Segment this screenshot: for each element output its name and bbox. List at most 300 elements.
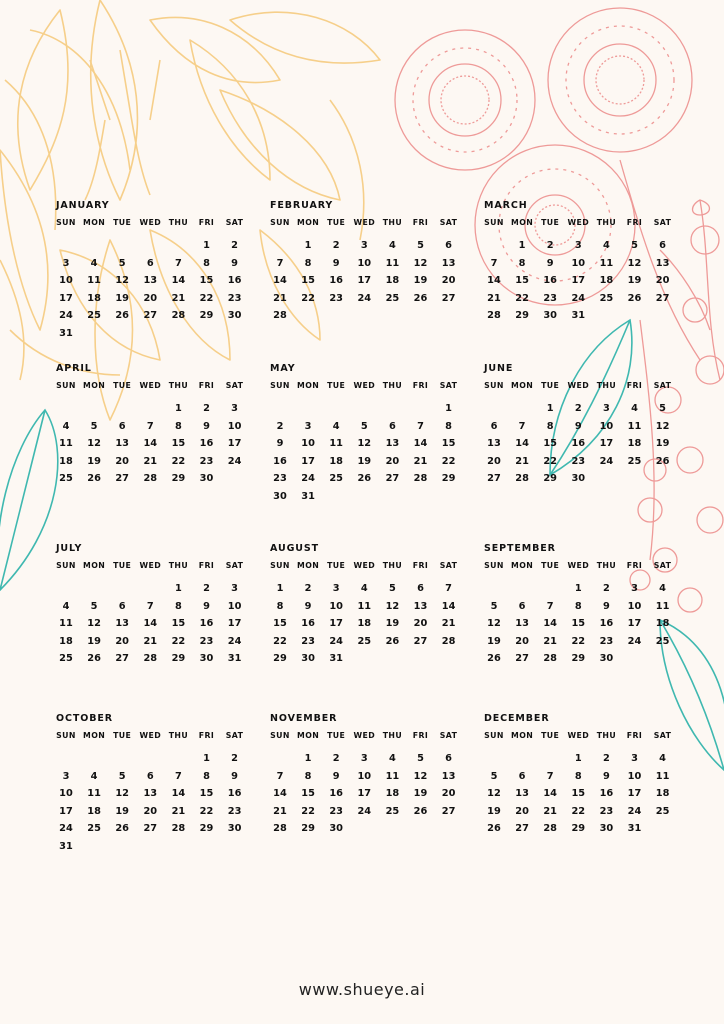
day-cell: 18 bbox=[599, 275, 614, 286]
day-cell: 6 bbox=[445, 240, 452, 251]
day-cell: 20 bbox=[115, 455, 129, 467]
day-cell: 13 bbox=[143, 275, 158, 286]
weekday-label: SUN bbox=[56, 381, 76, 390]
weekday-label: FRI bbox=[626, 218, 643, 227]
month-title: DECEMBER bbox=[484, 713, 550, 724]
day-cell: 12 bbox=[87, 438, 101, 449]
day-cell: 1 bbox=[174, 403, 182, 414]
day-cell: 10 bbox=[627, 600, 642, 612]
weekday-label: WED bbox=[567, 218, 590, 227]
day-cell: 12 bbox=[385, 600, 400, 612]
day-cell: 14 bbox=[273, 275, 287, 286]
day-cell: 14 bbox=[543, 618, 557, 629]
month-title: JANUARY bbox=[56, 200, 110, 211]
day-cell: 22 bbox=[199, 805, 214, 817]
weekday-label: MON bbox=[297, 218, 320, 227]
day-cell: 3 bbox=[631, 753, 638, 764]
weekday-label: THU bbox=[168, 731, 189, 740]
weekday-label: MON bbox=[511, 218, 534, 227]
day-cell: 15 bbox=[571, 618, 586, 629]
day-cell: 26 bbox=[655, 455, 670, 467]
day-cell: 31 bbox=[627, 823, 642, 834]
weekday-label: FRI bbox=[412, 561, 429, 570]
day-cell: 3 bbox=[304, 420, 312, 432]
day-cell: 5 bbox=[490, 770, 498, 782]
day-cell: 25 bbox=[87, 823, 101, 834]
day-cell: 17 bbox=[329, 618, 343, 629]
day-cell: 4 bbox=[62, 600, 70, 612]
day-cell: 10 bbox=[301, 438, 315, 449]
day-cell: 5 bbox=[659, 403, 666, 414]
day-cell: 8 bbox=[445, 420, 452, 432]
day-cell: 5 bbox=[490, 600, 498, 612]
day-cell: 25 bbox=[627, 455, 642, 467]
day-cell: 1 bbox=[518, 240, 526, 251]
day-cell: 27 bbox=[441, 805, 456, 817]
day-cell: 4 bbox=[659, 583, 666, 594]
day-cell: 27 bbox=[143, 823, 158, 834]
day-cell: 27 bbox=[385, 473, 400, 484]
day-cell: 14 bbox=[273, 788, 287, 799]
day-cell: 8 bbox=[574, 600, 582, 612]
day-cell: 13 bbox=[441, 257, 456, 269]
day-cell: 4 bbox=[90, 257, 98, 269]
weekday-label: WED bbox=[353, 381, 376, 390]
day-cell: 5 bbox=[417, 753, 424, 764]
weekday-label: MON bbox=[297, 381, 320, 390]
day-cell: 16 bbox=[227, 788, 242, 799]
day-cell: 25 bbox=[599, 292, 614, 304]
day-cell: 12 bbox=[115, 275, 129, 286]
day-cell: 9 bbox=[276, 438, 284, 449]
day-cell: 2 bbox=[203, 583, 210, 594]
day-cell: 15 bbox=[441, 438, 456, 449]
day-cell: 15 bbox=[171, 438, 186, 449]
weekday-label: WED bbox=[139, 731, 162, 740]
day-cell: 11 bbox=[627, 420, 642, 432]
day-cell: 1 bbox=[445, 403, 452, 414]
day-cell: 26 bbox=[413, 805, 428, 817]
day-cell: 27 bbox=[413, 635, 428, 647]
day-cell: 19 bbox=[627, 275, 642, 286]
day-cell: 22 bbox=[441, 455, 456, 467]
day-cell: 16 bbox=[199, 438, 214, 449]
day-cell: 17 bbox=[627, 618, 642, 629]
day-cell: 5 bbox=[631, 240, 638, 251]
day-cell: 18 bbox=[87, 805, 101, 817]
weekday-label: THU bbox=[382, 731, 403, 740]
day-cell: 28 bbox=[487, 310, 501, 321]
day-cell: 7 bbox=[518, 420, 526, 432]
month-title: SEPTEMBER bbox=[484, 543, 556, 554]
day-cell: 19 bbox=[87, 635, 101, 647]
day-cell: 15 bbox=[301, 788, 315, 799]
day-cell: 15 bbox=[273, 618, 287, 629]
day-cell: 30 bbox=[227, 823, 242, 834]
day-cell: 11 bbox=[385, 257, 400, 269]
day-cell: 28 bbox=[143, 653, 158, 664]
day-cell: 12 bbox=[413, 257, 428, 269]
day-cell: 16 bbox=[329, 788, 343, 799]
day-cell: 29 bbox=[301, 823, 315, 834]
day-cell: 4 bbox=[332, 420, 340, 432]
weekday-label: TUE bbox=[327, 218, 346, 227]
day-cell: 13 bbox=[143, 788, 158, 799]
day-cell: 11 bbox=[599, 257, 614, 269]
day-cell: 30 bbox=[301, 653, 315, 664]
weekday-label: FRI bbox=[198, 381, 215, 390]
day-cell: 21 bbox=[273, 805, 287, 817]
day-cell: 6 bbox=[659, 240, 666, 251]
day-cell: 9 bbox=[332, 770, 340, 782]
month-title: FEBRUARY bbox=[270, 200, 334, 211]
day-cell: 22 bbox=[515, 292, 529, 304]
weekday-label: SAT bbox=[225, 218, 244, 227]
day-cell: 23 bbox=[543, 292, 557, 304]
day-cell: 3 bbox=[360, 753, 368, 764]
weekday-label: THU bbox=[168, 381, 189, 390]
day-cell: 21 bbox=[413, 455, 428, 467]
weekday-label: THU bbox=[596, 561, 617, 570]
day-cell: 22 bbox=[273, 635, 287, 647]
weekday-label: THU bbox=[382, 381, 403, 390]
weekday-label: TUE bbox=[327, 731, 346, 740]
day-cell: 29 bbox=[199, 823, 214, 834]
weekday-label: MON bbox=[511, 381, 534, 390]
day-cell: 25 bbox=[87, 310, 101, 321]
weekday-label: TUE bbox=[113, 218, 132, 227]
day-cell: 29 bbox=[273, 653, 287, 664]
weekday-label: SAT bbox=[653, 561, 672, 570]
day-cell: 24 bbox=[357, 292, 372, 304]
day-cell: 12 bbox=[655, 420, 670, 432]
day-cell: 11 bbox=[655, 770, 670, 782]
weekday-label: SUN bbox=[484, 381, 504, 390]
weekday-label: WED bbox=[567, 731, 590, 740]
day-cell: 9 bbox=[231, 770, 238, 782]
day-cell: 9 bbox=[304, 600, 312, 612]
day-cell: 22 bbox=[301, 292, 315, 304]
weekday-label: WED bbox=[139, 218, 162, 227]
day-cell: 17 bbox=[627, 788, 642, 799]
day-cell: 4 bbox=[388, 240, 396, 251]
day-cell: 15 bbox=[543, 438, 557, 449]
day-cell: 7 bbox=[546, 600, 554, 612]
day-cell: 14 bbox=[143, 438, 158, 449]
day-cell: 14 bbox=[171, 788, 186, 799]
day-cell: 24 bbox=[571, 292, 586, 304]
day-cell: 31 bbox=[59, 840, 73, 852]
day-cell: 9 bbox=[546, 257, 554, 269]
day-cell: 18 bbox=[357, 618, 372, 629]
day-cell: 22 bbox=[301, 805, 315, 817]
day-cell: 6 bbox=[518, 770, 526, 782]
day-cell: 13 bbox=[515, 618, 529, 629]
day-cell: 10 bbox=[357, 257, 372, 269]
day-cell: 13 bbox=[115, 618, 129, 629]
day-cell: 14 bbox=[441, 600, 456, 612]
day-cell: 10 bbox=[227, 420, 242, 432]
day-cell: 20 bbox=[441, 275, 456, 286]
day-cell: 21 bbox=[143, 455, 158, 467]
day-cell: 21 bbox=[543, 805, 557, 817]
weekday-label: THU bbox=[382, 218, 403, 227]
day-cell: 3 bbox=[602, 403, 610, 414]
day-cell: 26 bbox=[115, 823, 129, 834]
day-cell: 4 bbox=[388, 753, 396, 764]
day-cell: 28 bbox=[171, 823, 186, 834]
day-cell: 22 bbox=[571, 635, 586, 647]
day-cell: 28 bbox=[515, 473, 529, 484]
day-cell: 16 bbox=[301, 618, 315, 629]
day-cell: 28 bbox=[273, 823, 287, 834]
day-cell: 31 bbox=[59, 327, 73, 339]
day-cell: 19 bbox=[413, 275, 428, 286]
weekday-label: SUN bbox=[270, 731, 290, 740]
day-cell: 26 bbox=[385, 635, 400, 647]
weekday-label: MON bbox=[511, 731, 534, 740]
day-cell: 12 bbox=[413, 770, 428, 782]
weekday-label: SAT bbox=[653, 218, 672, 227]
weekday-label: THU bbox=[596, 731, 617, 740]
day-cell: 17 bbox=[599, 438, 614, 449]
weekday-label: SAT bbox=[439, 561, 458, 570]
day-cell: 10 bbox=[627, 770, 642, 782]
day-cell: 18 bbox=[627, 438, 642, 449]
day-cell: 24 bbox=[599, 455, 614, 467]
day-cell: 22 bbox=[171, 635, 186, 647]
day-cell: 1 bbox=[574, 753, 582, 764]
day-cell: 25 bbox=[59, 653, 73, 664]
day-cell: 4 bbox=[659, 753, 666, 764]
weekday-label: FRI bbox=[412, 218, 429, 227]
day-cell: 2 bbox=[602, 583, 610, 594]
day-cell: 14 bbox=[543, 788, 557, 799]
weekday-label: FRI bbox=[626, 381, 643, 390]
day-cell: 6 bbox=[417, 583, 424, 594]
day-cell: 12 bbox=[627, 257, 642, 269]
day-cell: 25 bbox=[655, 805, 670, 817]
day-cell: 15 bbox=[301, 275, 315, 286]
day-cell: 24 bbox=[329, 635, 343, 647]
weekday-label: TUE bbox=[541, 561, 560, 570]
day-cell: 26 bbox=[413, 292, 428, 304]
day-cell: 3 bbox=[231, 403, 238, 414]
day-cell: 5 bbox=[90, 600, 98, 612]
day-cell: 15 bbox=[199, 788, 214, 799]
weekday-label: SUN bbox=[484, 731, 504, 740]
day-cell: 7 bbox=[276, 770, 284, 782]
day-cell: 14 bbox=[515, 438, 529, 449]
day-cell: 17 bbox=[227, 618, 242, 629]
day-cell: 8 bbox=[304, 770, 312, 782]
day-cell: 23 bbox=[199, 455, 214, 467]
day-cell: 11 bbox=[357, 600, 372, 612]
day-cell: 18 bbox=[655, 618, 670, 629]
weekday-label: FRI bbox=[412, 731, 429, 740]
day-cell: 18 bbox=[655, 788, 670, 799]
day-cell: 4 bbox=[62, 420, 70, 432]
day-cell: 10 bbox=[571, 257, 586, 269]
day-cell: 4 bbox=[90, 770, 98, 782]
day-cell: 1 bbox=[574, 583, 582, 594]
day-cell: 12 bbox=[487, 788, 501, 799]
day-cell: 19 bbox=[385, 618, 400, 629]
day-cell: 18 bbox=[385, 788, 400, 799]
day-cell: 12 bbox=[115, 788, 129, 799]
day-cell: 9 bbox=[574, 420, 582, 432]
weekday-label: TUE bbox=[327, 561, 346, 570]
weekday-label: WED bbox=[353, 561, 376, 570]
day-cell: 23 bbox=[571, 455, 586, 467]
day-cell: 31 bbox=[571, 310, 586, 321]
weekday-label: FRI bbox=[198, 731, 215, 740]
day-cell: 22 bbox=[199, 292, 214, 304]
day-cell: 10 bbox=[329, 600, 343, 612]
day-cell: 1 bbox=[304, 240, 312, 251]
day-cell: 11 bbox=[329, 438, 343, 449]
day-cell: 16 bbox=[199, 618, 214, 629]
weekday-label: FRI bbox=[198, 218, 215, 227]
day-cell: 18 bbox=[59, 455, 73, 467]
day-cell: 25 bbox=[655, 635, 670, 647]
day-cell: 27 bbox=[515, 653, 529, 664]
day-cell: 14 bbox=[413, 438, 428, 449]
day-cell: 1 bbox=[203, 240, 210, 251]
day-cell: 28 bbox=[543, 823, 557, 834]
day-cell: 29 bbox=[199, 310, 214, 321]
month-title: AUGUST bbox=[270, 543, 320, 554]
day-cell: 21 bbox=[441, 618, 456, 629]
day-cell: 1 bbox=[203, 753, 210, 764]
day-cell: 8 bbox=[518, 257, 526, 269]
weekday-label: MON bbox=[511, 561, 534, 570]
day-cell: 30 bbox=[199, 653, 214, 664]
day-cell: 11 bbox=[655, 600, 670, 612]
website-url: www.shueye.ai bbox=[298, 980, 426, 999]
weekday-label: WED bbox=[139, 381, 162, 390]
day-cell: 15 bbox=[515, 275, 529, 286]
day-cell: 25 bbox=[385, 292, 400, 304]
weekday-label: SUN bbox=[270, 381, 290, 390]
day-cell: 13 bbox=[441, 770, 456, 782]
day-cell: 24 bbox=[627, 635, 642, 647]
day-cell: 19 bbox=[87, 455, 101, 467]
day-cell: 18 bbox=[329, 455, 343, 467]
day-cell: 23 bbox=[599, 805, 614, 817]
day-cell: 24 bbox=[227, 455, 242, 467]
weekday-label: SAT bbox=[225, 381, 244, 390]
day-cell: 24 bbox=[59, 310, 73, 321]
day-cell: 7 bbox=[174, 257, 182, 269]
weekday-label: MON bbox=[297, 731, 320, 740]
day-cell: 28 bbox=[543, 653, 557, 664]
day-cell: 27 bbox=[515, 823, 529, 834]
weekday-label: TUE bbox=[113, 561, 132, 570]
day-cell: 25 bbox=[59, 473, 73, 484]
day-cell: 4 bbox=[602, 240, 610, 251]
day-cell: 11 bbox=[385, 770, 400, 782]
month-title: MAY bbox=[270, 363, 296, 374]
day-cell: 6 bbox=[118, 600, 126, 612]
day-cell: 19 bbox=[487, 805, 501, 817]
day-cell: 4 bbox=[360, 583, 368, 594]
day-cell: 26 bbox=[357, 473, 372, 484]
day-cell: 24 bbox=[357, 805, 372, 817]
day-cell: 6 bbox=[445, 753, 452, 764]
day-cell: 16 bbox=[599, 618, 614, 629]
day-cell: 2 bbox=[332, 240, 340, 251]
weekday-label: SAT bbox=[439, 731, 458, 740]
day-cell: 27 bbox=[655, 292, 670, 304]
day-cell: 19 bbox=[357, 455, 372, 467]
weekday-label: TUE bbox=[113, 381, 132, 390]
weekday-label: THU bbox=[168, 218, 189, 227]
day-cell: 12 bbox=[487, 618, 501, 629]
month-title: MARCH bbox=[484, 200, 528, 211]
weekday-label: MON bbox=[83, 218, 106, 227]
day-cell: 3 bbox=[62, 257, 70, 269]
weekday-label: THU bbox=[596, 218, 617, 227]
weekday-label: TUE bbox=[327, 381, 346, 390]
day-cell: 29 bbox=[441, 473, 456, 484]
weekday-label: MON bbox=[83, 731, 106, 740]
day-cell: 21 bbox=[515, 455, 529, 467]
day-cell: 3 bbox=[360, 240, 368, 251]
day-cell: 5 bbox=[90, 420, 98, 432]
day-cell: 2 bbox=[574, 403, 582, 414]
day-cell: 19 bbox=[115, 292, 129, 304]
day-cell: 30 bbox=[543, 310, 557, 321]
weekday-label: TUE bbox=[541, 218, 560, 227]
weekday-label: TUE bbox=[113, 731, 132, 740]
day-cell: 28 bbox=[413, 473, 428, 484]
day-cell: 27 bbox=[143, 310, 158, 321]
day-cell: 7 bbox=[174, 770, 182, 782]
day-cell: 31 bbox=[227, 653, 242, 664]
day-cell: 26 bbox=[87, 653, 101, 664]
day-cell: 28 bbox=[273, 310, 287, 321]
weekday-label: SAT bbox=[439, 381, 458, 390]
day-cell: 20 bbox=[655, 275, 670, 286]
day-cell: 20 bbox=[143, 805, 158, 817]
weekday-label: FRI bbox=[198, 561, 215, 570]
day-cell: 9 bbox=[332, 257, 340, 269]
weekday-label: SUN bbox=[270, 218, 290, 227]
day-cell: 23 bbox=[227, 805, 242, 817]
day-cell: 15 bbox=[571, 788, 586, 799]
weekday-label: WED bbox=[353, 731, 376, 740]
day-cell: 18 bbox=[59, 635, 73, 647]
day-cell: 6 bbox=[146, 257, 154, 269]
day-cell: 29 bbox=[571, 653, 586, 664]
day-cell: 31 bbox=[329, 653, 343, 664]
day-cell: 23 bbox=[273, 473, 287, 484]
day-cell: 19 bbox=[413, 788, 428, 799]
day-cell: 3 bbox=[574, 240, 582, 251]
day-cell: 21 bbox=[143, 635, 158, 647]
day-cell: 2 bbox=[332, 753, 340, 764]
day-cell: 19 bbox=[115, 805, 129, 817]
day-cell: 1 bbox=[546, 403, 554, 414]
day-cell: 13 bbox=[655, 257, 670, 269]
day-cell: 26 bbox=[627, 292, 642, 304]
day-cell: 2 bbox=[546, 240, 554, 251]
day-cell: 2 bbox=[276, 420, 284, 432]
day-cell: 16 bbox=[273, 455, 287, 467]
day-cell: 13 bbox=[413, 600, 428, 612]
day-cell: 8 bbox=[203, 770, 210, 782]
